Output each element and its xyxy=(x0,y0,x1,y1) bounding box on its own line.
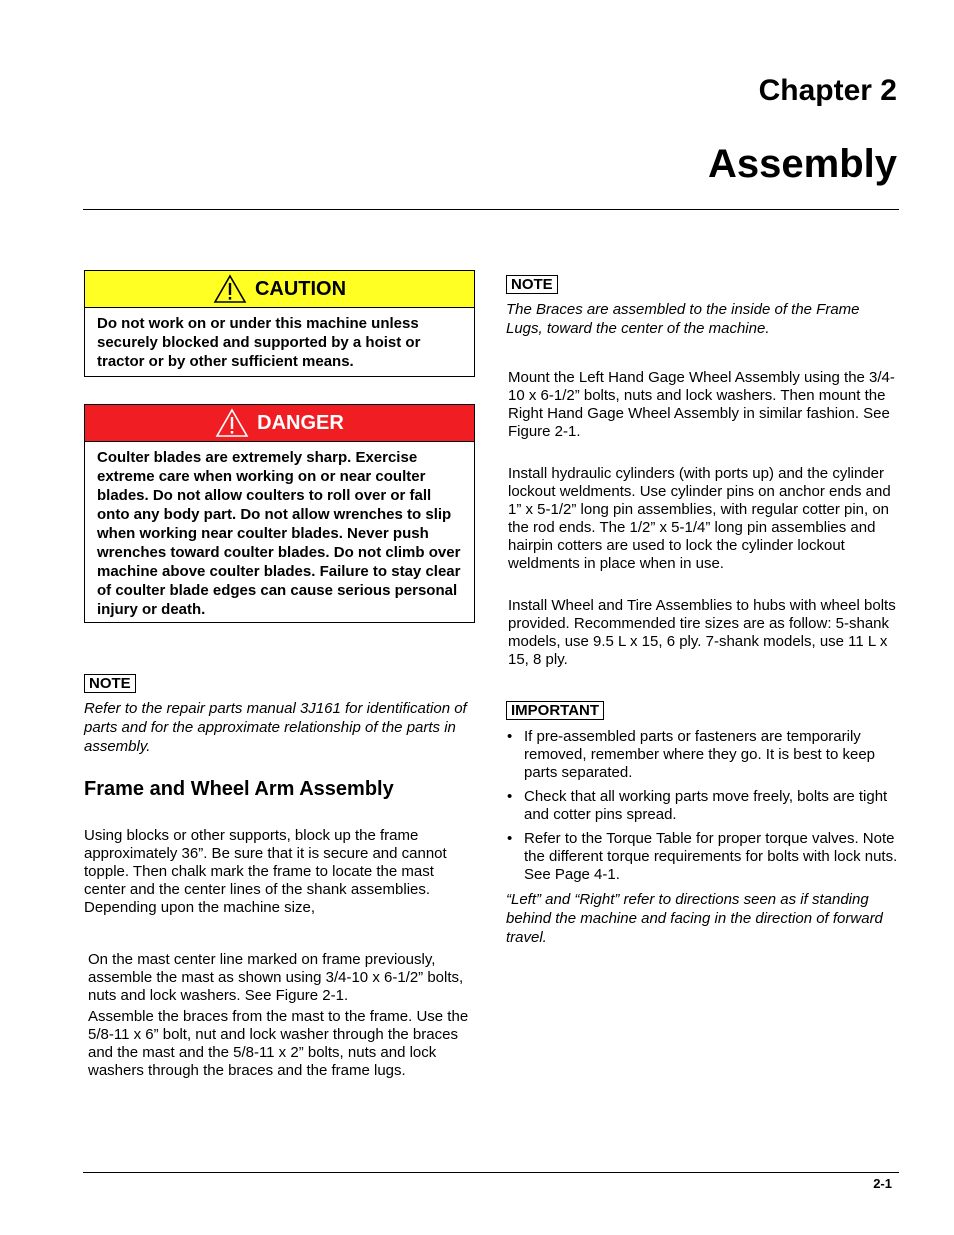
page-number: 2-1 xyxy=(873,1176,892,1191)
danger-text: Coulter blades are extremely sharp. Exercise extreme care when working on or near coulter blades. Do not allow coulters to roll over or fall onto any body part. Do not allow wrenches to slip when working near coulter blades. Never push wrenches toward coulter blades. Do not climb over machine above coulter blades. Failure to stay clear of coulter blade edges can cause serious personal injury or death. xyxy=(97,449,461,618)
page-title: Assembly xyxy=(708,142,897,186)
caution-text: Do not work on or under this machine unless securely blocked and supported by a hoist or tractor or by other sufficient means. xyxy=(97,315,421,370)
header-divider xyxy=(83,209,899,210)
wheel-tire-paragraph: Install Wheel and Tire Assemblies to hubs with wheel bolts provided. Recommended tire sizes are as follow: 5-shank models, use 9.5 L x 15, 6 ply. 7-shank models, use 11 L x 15, 8 ply. xyxy=(508,597,896,668)
warning-triangle-icon xyxy=(215,408,249,438)
caution-label: CAUTION xyxy=(254,277,347,300)
note-tag: NOTE xyxy=(84,674,136,693)
danger-label: DANGER xyxy=(257,411,344,434)
section-paragraph-1: Using blocks or other supports, block up the frame approximately 36”. Be sure that it is secure and cannot topple. Then chalk mark the frame to locate the mast center and the center lines of the shank assemblies. Depending upon the machine size, xyxy=(84,827,447,916)
danger-box xyxy=(84,404,475,623)
directions-footnote: “Left” and “Right” refer to directions seen as if standing behind the machine and facing in the direction of forward travel. xyxy=(506,891,883,946)
list-item: • Check that all working parts move freely, bolts are tight and cotter pins spread. xyxy=(507,788,898,824)
section-paragraph-3: Assemble the braces from the mast to the frame. Use the 5/8-11 x 6” bolt, nut and lock washer through the braces and the mast and the 5/8-11 x 2” bolts, nuts and lock washers through the braces and the frame lugs. xyxy=(88,1008,469,1079)
note-tag: NOTE xyxy=(506,275,558,294)
chapter-label: Chapter 2 xyxy=(758,74,897,107)
gage-wheel-paragraph: Mount the Left Hand Gage Wheel Assembly using the 3/4-10 x 6-1/2” bolts, nuts and lock washers. Then mount the Right Hand Gage Wheel Assembly in similar fashion. See Figure 2-1. xyxy=(508,369,895,440)
important-tag: IMPORTANT xyxy=(506,701,604,720)
danger-header xyxy=(85,405,474,442)
note-text: Refer to the repair parts manual 3J161 for identification of parts and for the approximate relationship of the parts in assembly. xyxy=(84,700,467,755)
important-list xyxy=(507,728,898,890)
caution-box xyxy=(84,270,475,377)
section-heading: Frame and Wheel Arm Assembly xyxy=(84,778,394,800)
caution-header xyxy=(85,271,474,308)
footer-divider xyxy=(83,1172,899,1173)
hydraulic-cylinder-paragraph: Install hydraulic cylinders (with ports up) and the cylinder lockout weldments. Use cylinder pins on anchor ends and 1” x 5-1/2” long pin assemblies, with regular cotter pin, on the rod ends. The 1/2” x 5-1/4” long pin assemblies and hairpin cotters are used to lock the cylinder lockout weldments in place when in use. xyxy=(508,465,891,572)
note-text: The Braces are assembled to the inside of the Frame Lugs, toward the center of the machine. xyxy=(506,301,860,337)
list-item: • Refer to the Torque Table for proper torque valves. Note the different torque requirements for bolts with lock nuts. See Page 4-1. xyxy=(507,830,898,884)
warning-triangle-icon xyxy=(213,274,247,304)
section-paragraph-2: On the mast center line marked on frame previously, assemble the mast as shown using 3/4-10 x 6-1/2” bolts, nuts and lock washers. See Figure 2-1. xyxy=(88,951,464,1004)
list-item: • If pre-assembled parts or fasteners are temporarily removed, remember where they go. It is best to keep parts separated. xyxy=(507,728,898,782)
